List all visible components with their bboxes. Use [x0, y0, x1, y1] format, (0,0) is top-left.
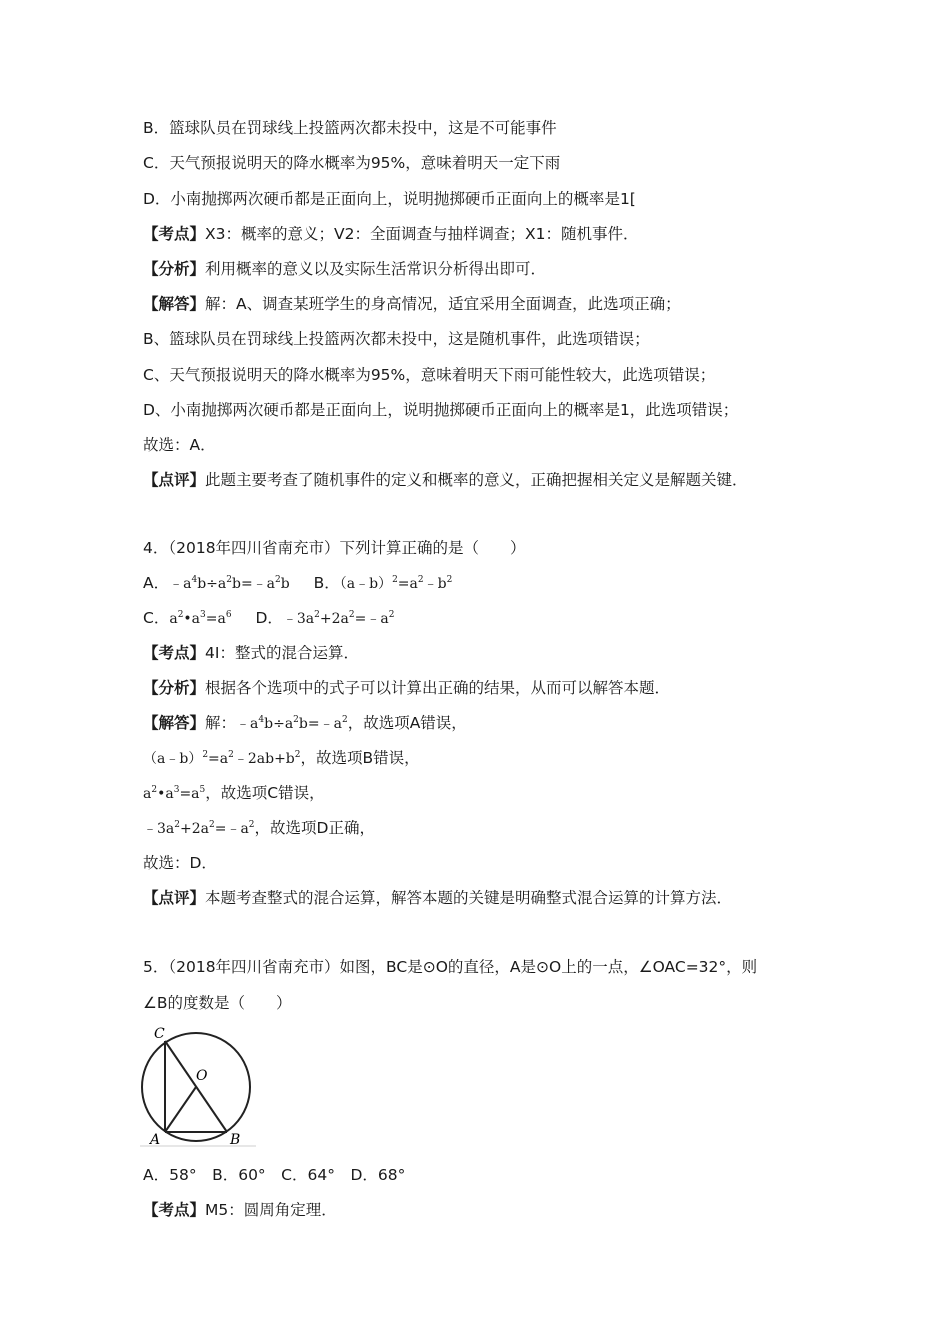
q4-options-ab — [143, 573, 452, 594]
dianping-tag: 【点评】 — [143, 889, 206, 907]
q3-sol-c: C、天气预报说明天的降水概率为95%，意味着明天下雨可能性较大，此选项错误； — [143, 366, 716, 384]
q4-r4 — [143, 818, 375, 839]
q4-opt-c-label: C． — [143, 609, 170, 627]
circle-figure — [140, 1022, 260, 1150]
kaodian-text: X3：概率的意义；V2：全面调查与抽样调查；X1：随机事件． — [205, 225, 639, 243]
q4-r1-expr: $﹣a^4b\div a^2b=﹣a^2$ — [236, 715, 348, 732]
q5-stem-line1: 5．（2018年四川省南充市）如图，BC是⊙O的直径，A是⊙O上的一点，∠OAC=32°，则 — [143, 958, 758, 976]
fenxi-tag: 【分析】 — [143, 679, 206, 697]
q4-opt-d-label: D． — [255, 609, 283, 627]
q4-jieda — [143, 713, 467, 734]
q3-sol-b: B、篮球队员在罚球线上投篮两次都未投中，这是随机事件，此选项错误； — [143, 330, 650, 348]
kaodian-tag: 【考点】 — [143, 1201, 206, 1219]
q5-kaodian — [143, 1200, 337, 1220]
q4-r2-expr: $(a﹣b)^2=a^2﹣2ab+b^2$ — [143, 750, 301, 767]
q4-opt-b-label: B． — [313, 574, 340, 592]
q4-r3-suffix: ，故选项C错误， — [205, 784, 325, 802]
q4-r2-suffix: ，故选项B错误， — [300, 749, 420, 767]
radius-oa — [165, 1087, 196, 1132]
q3-option-d: D．小南抛掷两次硬币都是正面向上，说明抛掷硬币正面向上的概率是1[ — [143, 190, 636, 208]
jieda-tag: 【解答】 — [143, 295, 206, 313]
q4-opt-c-expr: $a^2•a^3=a^6$ — [169, 610, 232, 627]
q4-r4-suffix: ，故选项D正确， — [254, 819, 375, 837]
label-c: C — [154, 1026, 165, 1042]
kaodian-text: M5：圆周角定理． — [205, 1201, 337, 1219]
label-a: A — [150, 1132, 161, 1148]
q3-answer: 故选：A． — [143, 436, 216, 454]
q4-kaodian — [143, 643, 359, 663]
q4-stem: 4．（2018年四川省南充市）下列计算正确的是（ ） — [143, 539, 526, 557]
fenxi-text: 根据各个选项中的式子可以计算出正确的结果，从而可以解答本题． — [205, 679, 671, 697]
q4-opt-a-label: A． — [143, 574, 170, 592]
label-b: B — [230, 1132, 241, 1148]
q3-option-b: B．篮球队员在罚球线上投篮两次都未投中，这是不可能事件 — [143, 119, 557, 137]
q4-r1-suffix: ，故选项A错误， — [347, 714, 467, 732]
q5-options: A．58° B．60° C．64° D．68° — [143, 1166, 406, 1184]
jieda-tag: 【解答】 — [143, 714, 206, 732]
jieda-text: 解：A、调查某班学生的身高情况，适宜采用全面调查，此选项正确； — [205, 295, 681, 313]
q4-options-cd — [143, 608, 394, 629]
kaodian-text: 4I：整式的混合运算． — [205, 644, 359, 662]
label-o: O — [196, 1068, 208, 1084]
q4-r3 — [143, 783, 325, 804]
q3-dianping — [143, 470, 748, 490]
kaodian-tag: 【考点】 — [143, 225, 206, 243]
q4-r4-expr: $﹣3a^2+2a^2=﹣a^2$ — [143, 820, 255, 837]
q3-option-c: C．天气预报说明天的降水概率为95%，意味着明天一定下雨 — [143, 154, 561, 172]
q3-fenxi — [143, 259, 546, 279]
q3-kaodian — [143, 224, 638, 244]
q4-r2 — [143, 748, 420, 769]
q4-fenxi — [143, 678, 670, 698]
q4-dianping — [143, 888, 732, 908]
q4-opt-b-expr: $(a﹣b)^2=a^2﹣b^2$ — [339, 575, 453, 592]
q4-r3-expr: $a^2•a^3=a^5$ — [143, 785, 206, 802]
q4-answer: 故选：D． — [143, 854, 217, 872]
dianping-tag: 【点评】 — [143, 471, 206, 489]
fenxi-text: 利用概率的意义以及实际生活常识分析得出即可． — [205, 260, 547, 278]
q4-opt-d-expr: $﹣3a^2+2a^2=﹣a^2$ — [282, 610, 395, 627]
q5-stem-line2: ∠B的度数是（ ） — [143, 994, 292, 1012]
dianping-text: 本题考查整式的混合运算，解答本题的关键是明确整式混合运算的计算方法． — [205, 889, 733, 907]
dianping-text: 此题主要考查了随机事件的定义和概率的意义，正确把握相关定义是解题关键． — [205, 471, 748, 489]
q3-jieda — [143, 294, 681, 314]
fenxi-tag: 【分析】 — [143, 260, 206, 278]
kaodian-tag: 【考点】 — [143, 644, 206, 662]
jieda-prefix: 解： — [205, 714, 237, 732]
q4-opt-a-expr: $﹣a^4b\div a^2b=﹣a^2b$ — [169, 575, 290, 592]
q3-sol-d: D、小南抛掷两次硬币都是正面向上，说明抛掷硬币正面向上的概率是1，此选项错误； — [143, 401, 739, 419]
